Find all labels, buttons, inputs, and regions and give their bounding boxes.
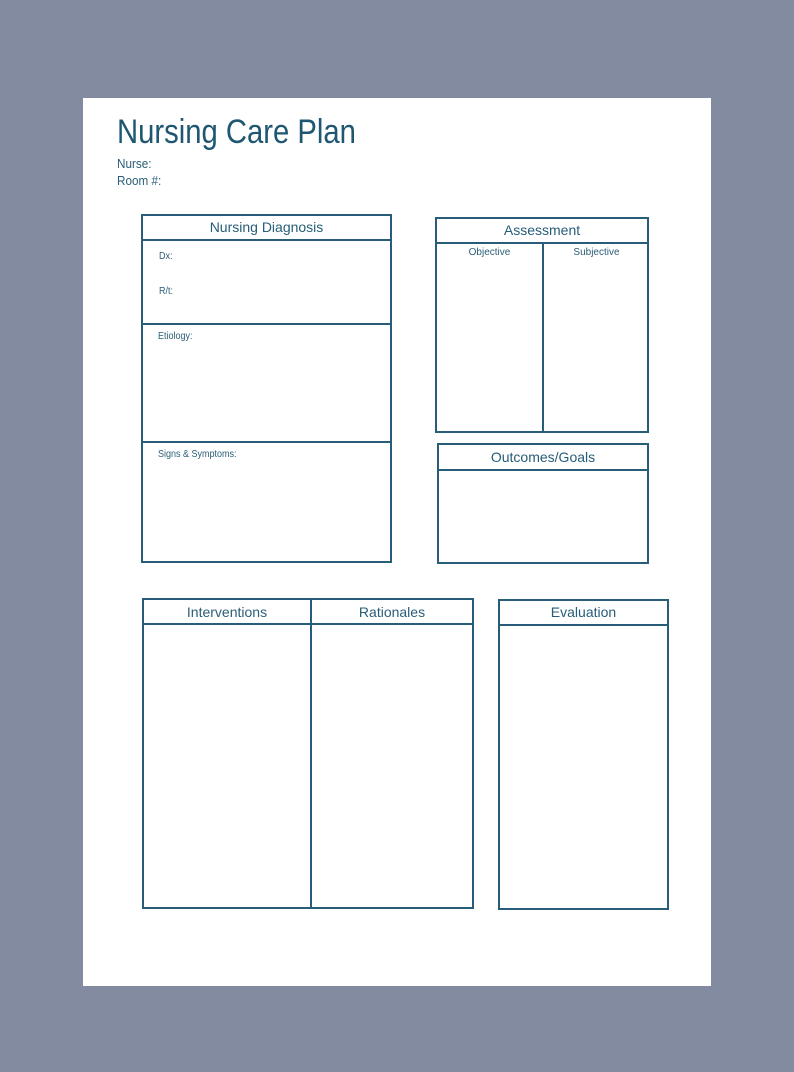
etiology-field[interactable] — [143, 344, 390, 440]
assessment-header — [437, 219, 647, 244]
objective-label: Objective — [468, 247, 511, 258]
outcomes-goals-field[interactable] — [439, 471, 647, 561]
dx-field[interactable] — [183, 246, 383, 268]
room-label: Room #: — [117, 173, 162, 188]
signs-symptoms-field[interactable] — [143, 462, 390, 560]
interventions-title: Interventions — [186, 604, 268, 620]
nursing-diagnosis-header — [143, 216, 390, 241]
divider — [542, 242, 544, 431]
nursing-diagnosis-title: Nursing Diagnosis — [209, 219, 324, 235]
subjective-label: Subjective — [573, 247, 620, 258]
subjective-field[interactable] — [545, 261, 647, 429]
divider — [143, 441, 390, 443]
divider — [310, 600, 312, 907]
rationales-field[interactable] — [313, 625, 472, 907]
outcomes-goals-title: Outcomes/Goals — [490, 449, 596, 465]
objective-field[interactable] — [437, 261, 541, 429]
outcomes-goals-header — [439, 445, 647, 471]
evaluation-header — [500, 601, 667, 626]
dx-label: Dx: — [159, 251, 173, 262]
interventions-field[interactable] — [144, 625, 309, 907]
rt-label: R/t: — [159, 286, 174, 297]
assessment-box — [435, 217, 649, 433]
outcomes-goals-box — [437, 443, 649, 564]
evaluation-box — [498, 599, 669, 910]
evaluation-field[interactable] — [500, 626, 667, 908]
assessment-title: Assessment — [503, 222, 581, 238]
rt-field[interactable] — [183, 280, 383, 302]
interventions-rationales-box — [142, 598, 474, 909]
rationales-title: Rationales — [358, 604, 426, 620]
divider — [143, 323, 390, 325]
nurse-label: Nurse: — [117, 156, 152, 171]
etiology-label: Etiology: — [158, 331, 193, 342]
nursing-diagnosis-box — [141, 214, 392, 563]
signs-symptoms-label: Signs & Symptoms: — [158, 449, 237, 460]
evaluation-title: Evaluation — [550, 604, 617, 620]
page-title: Nursing Care Plan — [117, 113, 356, 151]
